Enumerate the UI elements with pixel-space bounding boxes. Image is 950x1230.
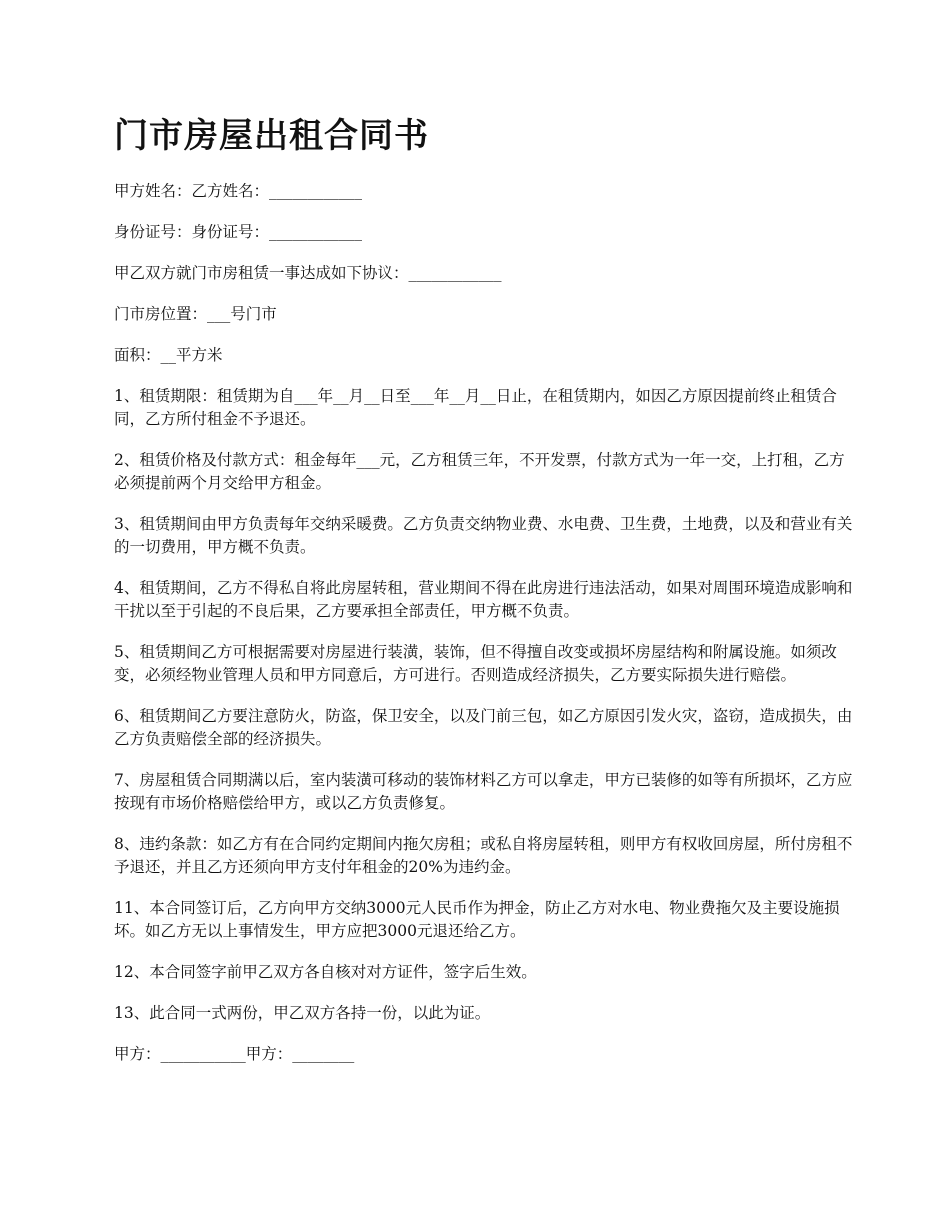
agreement-intro: 甲乙双方就门市房租赁一事达成如下协议：____________ bbox=[114, 264, 502, 282]
document-title: 门市房屋出租合同书 bbox=[114, 116, 429, 156]
clause-8-breach: 8、违约条款：如乙方有在合同约定期间内拖欠房租；或私自将房屋转租，则甲方有权收回房屋，所付房租不予退还，并且乙方还须向甲方支付年租金的20%为违约金。 bbox=[114, 835, 853, 876]
party-names-line: 甲方姓名：乙方姓名：____________ bbox=[114, 182, 363, 200]
area-line: 面积：__平方米 bbox=[114, 346, 223, 364]
id-number-line: 身份证号：身份证号：____________ bbox=[114, 223, 363, 241]
clause-3-fees: 3、租赁期间由甲方负责每年交纳采暖费。乙方负责交纳物业费、水电费、卫生费，土地费，以及和营业有关的一切费用，甲方概不负责。 bbox=[114, 515, 853, 556]
clause-13-copies: 13、此合同一式两份，甲乙双方各持一份，以此为证。 bbox=[114, 1004, 491, 1022]
shop-location-line: 门市房位置：___号门市 bbox=[114, 305, 277, 323]
document-page bbox=[114, 112, 854, 1084]
clause-1-lease-term: 1、租赁期限：租赁期为自___年__月__日至___年__月__日止，在租赁期内，如因乙方原因提前终止租赁合同，乙方所付租金不予退还。 bbox=[114, 387, 837, 428]
clause-5-decoration: 5、租赁期间乙方可根据需要对房屋进行装潢，装饰，但不得擅自改变或损坏房屋结构和附属设施。如须改变，必须经物业管理人员和甲方同意后，方可进行。否则造成经济损失，乙方要实际损失进行赔偿。 bbox=[114, 643, 837, 684]
clause-7-expiry: 7、房屋租赁合同期满以后，室内装潢可移动的装饰材料乙方可以拿走，甲方已装修的如等有所损坏，乙方应按现有市场价格赔偿给甲方，或以乙方负责修复。 bbox=[114, 771, 853, 812]
signature-line: 甲方：___________甲方：________ bbox=[114, 1045, 355, 1063]
clause-11-deposit: 11、本合同签订后，乙方向甲方交纳3000元人民币作为押金，防止乙方对水电、物业费拖欠及主要设施损坏。如乙方无以上事情发生，甲方应把3000元退还给乙方。 bbox=[114, 899, 840, 940]
clause-6-safety: 6、租赁期间乙方要注意防火，防盗，保卫安全，以及门前三包，如乙方原因引发火灾，盗窃，造成损失，由乙方负责赔偿全部的经济损失。 bbox=[114, 707, 853, 748]
clause-12-verification: 12、本合同签字前甲乙双方各自核对对方证件，签字后生效。 bbox=[114, 963, 537, 981]
clause-2-price-payment: 2、租赁价格及付款方式：租金每年___元，乙方租赁三年，不开发票，付款方式为一年一交，上打租，乙方必须提前两个月交给甲方租金。 bbox=[114, 451, 845, 492]
clause-4-sublease: 4、租赁期间，乙方不得私自将此房屋转租，营业期间不得在此房进行违法活动，如果对周围环境造成影响和干扰以至于引起的不良后果，乙方要承担全部责任，甲方概不负责。 bbox=[114, 579, 853, 620]
